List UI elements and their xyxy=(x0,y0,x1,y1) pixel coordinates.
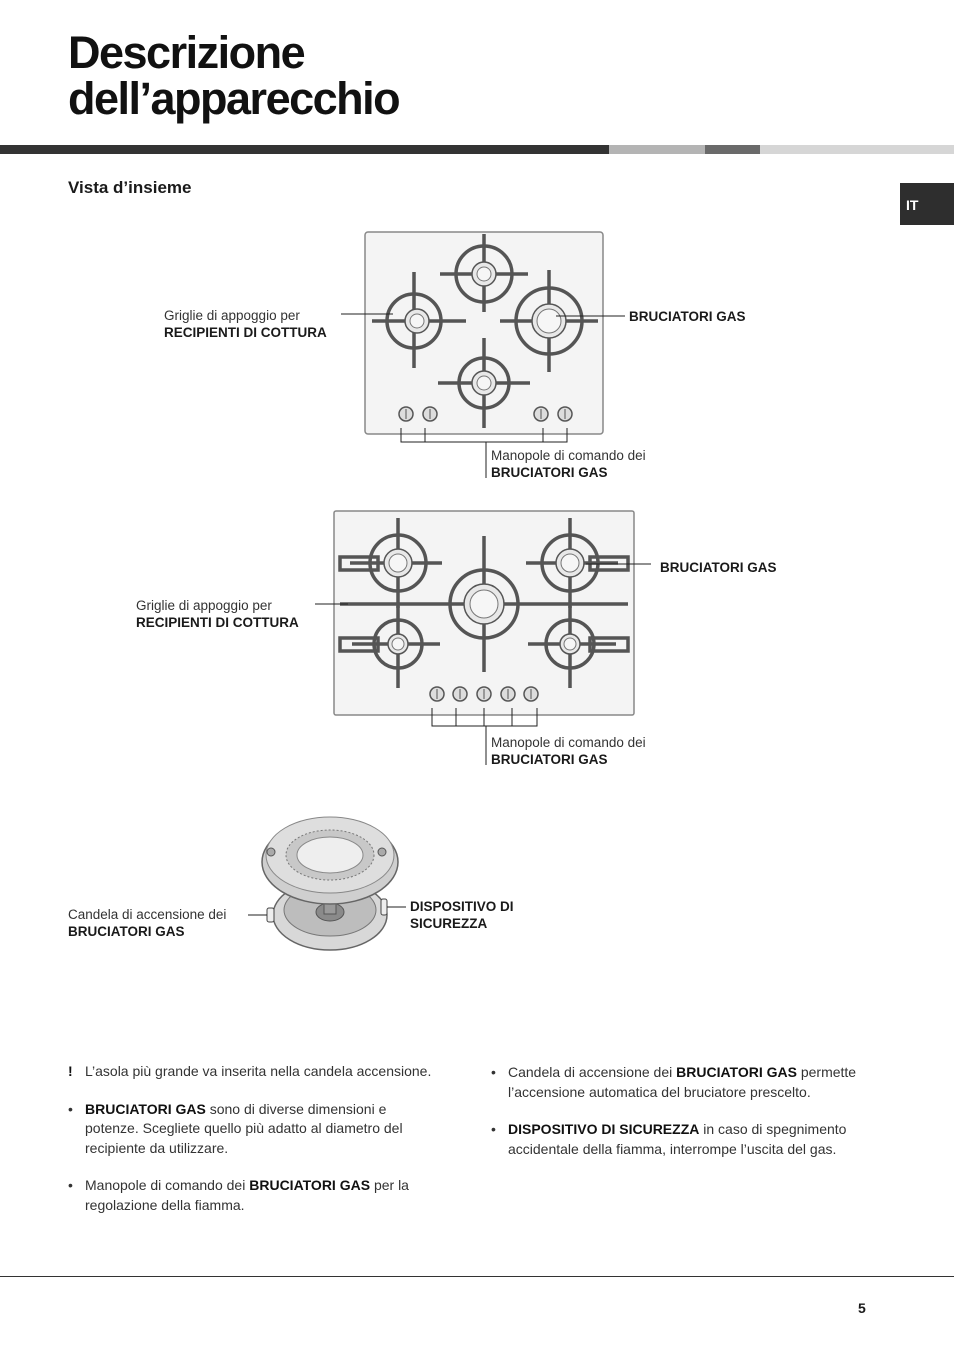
note-safety-text: in caso di spegnimento accidentale della fiamma, interrompe l’uscita del gas. xyxy=(508,1121,847,1157)
warning-icon: ! xyxy=(68,1063,73,1079)
d3-spark-label xyxy=(68,906,226,940)
note-spark-pre: Candela di accensione dei xyxy=(508,1064,677,1080)
note-safety-bold: DISPOSITIVO DI SICUREZZA xyxy=(508,1121,700,1137)
d1-grid-label-line1: Griglie di appoggio per xyxy=(164,308,300,323)
page-title-line2: dell’apparecchio xyxy=(68,73,400,124)
note-knobs-pre: Manopole di comando dei xyxy=(85,1177,250,1193)
notes-left-column xyxy=(68,1062,440,1233)
d3-spark-label-line1: Candela di accensione dei xyxy=(68,907,227,922)
note-knobs-text: per la regolazione della fiamma. xyxy=(85,1177,409,1213)
bullet-icon: • xyxy=(491,1064,496,1080)
bullet-icon: • xyxy=(68,1177,73,1193)
d3-safety-label-line1: DISPOSITIVO DI xyxy=(410,899,514,914)
d2-knobs-label-line2: BRUCIATORI GAS xyxy=(491,752,608,767)
d3-safety-label-line2: SICUREZZA xyxy=(410,916,488,931)
note-spark-text: permette l’accensione automatica del bruciatore prescelto. xyxy=(508,1064,857,1100)
d2-grid-label-line1: Griglie di appoggio per xyxy=(136,598,272,613)
note-spark xyxy=(491,1063,871,1102)
note-knobs-bold: BRUCIATORI GAS xyxy=(249,1177,371,1193)
page-number: 5 xyxy=(858,1300,866,1316)
section-title: Vista d’insieme xyxy=(68,178,192,197)
page-title-line1: Descrizione xyxy=(68,27,305,78)
bullet-icon: • xyxy=(491,1121,496,1137)
note-warning-text: L’asola più grande va inserita nella candela accensione. xyxy=(85,1063,432,1079)
d3-spark-label-line2: BRUCIATORI GAS xyxy=(68,924,185,939)
note-burners-bold: BRUCIATORI GAS xyxy=(85,1100,206,1117)
note-burners-text: sono di diverse dimensioni e potenze. Scegliete quello più adatto al diametro del recipiente da utilizzare. xyxy=(85,1100,403,1156)
footer-divider xyxy=(0,1276,954,1277)
note-warning xyxy=(68,1062,440,1082)
d1-burners-label: BRUCIATORI GAS xyxy=(629,309,746,324)
d2-burners-label: BRUCIATORI GAS xyxy=(660,560,777,575)
language-tab: IT xyxy=(900,183,954,225)
notes-right-column xyxy=(491,1063,871,1177)
d2-grid-label-line2: RECIPIENTI DI COTTURA xyxy=(136,615,299,630)
d1-knobs-label-line2: BRUCIATORI GAS xyxy=(491,465,608,480)
d1-grid-label-line2: RECIPIENTI DI COTTURA xyxy=(164,325,327,340)
d2-knobs-label-line1: Manopole di comando dei xyxy=(491,735,646,750)
note-burners xyxy=(68,1100,440,1159)
note-safety xyxy=(491,1120,871,1159)
d1-knobs-label-line1: Manopole di comando dei xyxy=(491,448,646,463)
note-knobs xyxy=(68,1176,440,1215)
d3-safety-label xyxy=(410,898,514,932)
note-spark-bold: BRUCIATORI GAS xyxy=(676,1064,797,1080)
bullet-icon: • xyxy=(68,1100,73,1117)
